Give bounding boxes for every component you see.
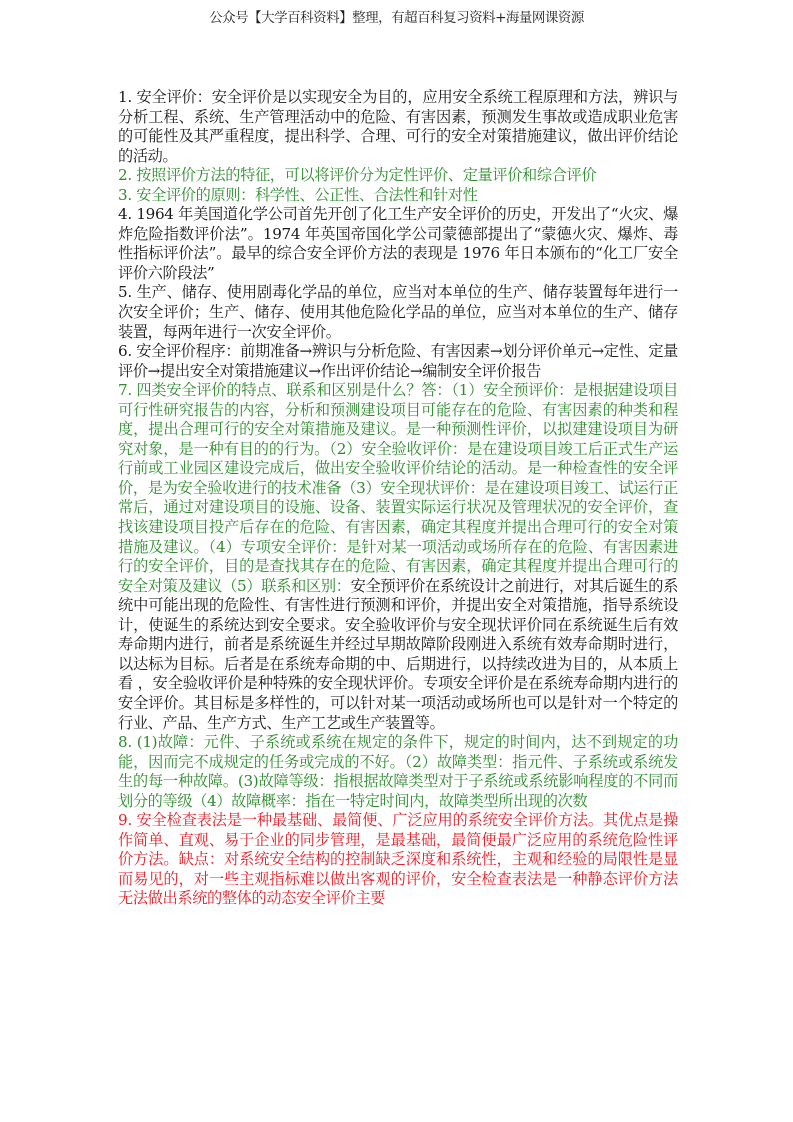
paragraph-6-evaluation-procedure: 6. 安全评价程序：前期准备→辨识与分析危险、有害因素→划分评价单元→定性、定量评价→提出安全对策措施建议→作出评价结论→编制安全评价报告 (118, 342, 678, 380)
paragraph-9-checklist-method: 9. 安全检查表法是一种最基础、最简便、广泛应用的系统安全评价方法。其优点是操作简单、直观、易于企业的同步管理，是最基础，最简便最广泛应用的系统危险性评价方法。缺点：对系统安全结构的控制缺乏深度和系统性，主观和经验的局限性是显而易见的，对一些主观指标难以做出客观的评价，安全检查表法是一种静态评价方法无法做出系统的整体的动态安全评价主要 (118, 811, 678, 908)
paragraph-5-evaluation-frequency: 5. 生产、储存、使用剧毒化学品的单位，应当对本单位的生产、储存装置每年进行一次安全评价；生产、储存、使用其他危险化学品的单位，应当对本单位的生产、储存装置，每两年进行一次安全评价。 (118, 283, 678, 341)
paragraph-3-evaluation-principles: 3. 安全评价的原则：科学性、公正性、合法性和针对性 (118, 185, 478, 204)
paragraph-4-history: 4. 1964 年美国道化学公司首先开创了化工生产安全评价的历史，开发出了“火灾、爆炸危险指数评价法”。1974 年英国帝国化学公司蒙德部提出了“蒙德火灾、爆炸、毒性指标评价法”。最早的综合安全评价方法的表现是 1976 年日本颁布的“化工厂安全评价六阶段法” (118, 205, 678, 282)
paragraph-8-failure-definitions: 8. (1)故障：元件、子系统或系统在规定的条件下，规定的时间内，达不到规定的功能，因而完不成规定的任务或完成的不好。（2）故障类型：指元件、子系统或系统发生的每一种故障。(3)故障等级：指根据故障类型对于子系统或系统影响程度的不同而划分的等级（4）故障概率：指在一特定时间内，故障类型所出现的次数 (118, 733, 678, 810)
paragraph-2-evaluation-method-classification: 2. 按照评价方法的特征，可以将评价分为定性评价、定量评价和综合评价 (118, 166, 597, 185)
page-header-banner: 公众号【大学百科资料】整理，有超百科复习资料+海量网课资源 (209, 10, 584, 26)
paragraph-7-green-part: 7. 四类安全评价的特点、联系和区别是什么？答：（1）安全预评价：是根据建设项目可行性研究报告的内容，分析和预测建设项目可能存在的危险、有害因素的种类和程度，提出合理可行的安全对策措施及建议。是一种预测性评价，以拟建建设项目为研究对象，是一种有目的的行为。（2）安全验收评价：是在建设项目竣工后正式生产运行前或工业园区建设完成后，做出安全验收评价结论的活动。是一种检查性的安全评价，是为安全验收进行的技术准备（3）安全现状评价：是在建设项目竣工、试运行正常后，通过对建设项目的设施、设备、装置实际运行状况及管理状况的安全评价，查找该建设项目投产后存在的危险、有害因素，确定其程度并提出合理可行的安全对策措施及建议。（4）专项安全评价：是针对某一项活动或场所存在的危险、有害因素进行的安全评价，目的是查找其存在的危险、有害因素，确定其程度并提出合理可行的安全对策及建议（5）联系和区别： (118, 381, 678, 595)
paragraph-7-four-evaluation-types (118, 381, 678, 733)
document-body (118, 88, 678, 909)
paragraph-7-black-part: 安全预评价在系统设计之前进行，对其后诞生的系统中可能出现的危险性、有害性进行预测和评价，并提出安全对策措施，指导系统设计，使诞生的系统达到安全要求。安全验收评价与安全现状评价同在系统诞生后有效 寿命期内进行，前者是系统诞生并经过早期故障阶段刚进入系统有效寿命期时进行，以达标为目标。后者是在系统寿命期的中、后期进行，以持续改进为目的，从本质上看 ，安全验收评价是种特殊的安全现状评价。专项安全评价是在系统寿命期内进行的安全评价。其目标是多样性的，可以针对某一项活动或场所也可以是针对一个特定的行业、产品、生产方式、生产工艺或生产装置等。 (118, 576, 678, 732)
paragraph-1-safety-evaluation-definition: 1. 安全评价：安全评价是以实现安全为目的，应用安全系统工程原理和方法，辨识与分析工程、系统、生产管理活动中的危险、有害因素，预测发生事故或造成职业危害的可能性及其严重程度，提出科学、合理、可行的安全对策措施建议，做出评价结论的活动。 (118, 88, 678, 165)
